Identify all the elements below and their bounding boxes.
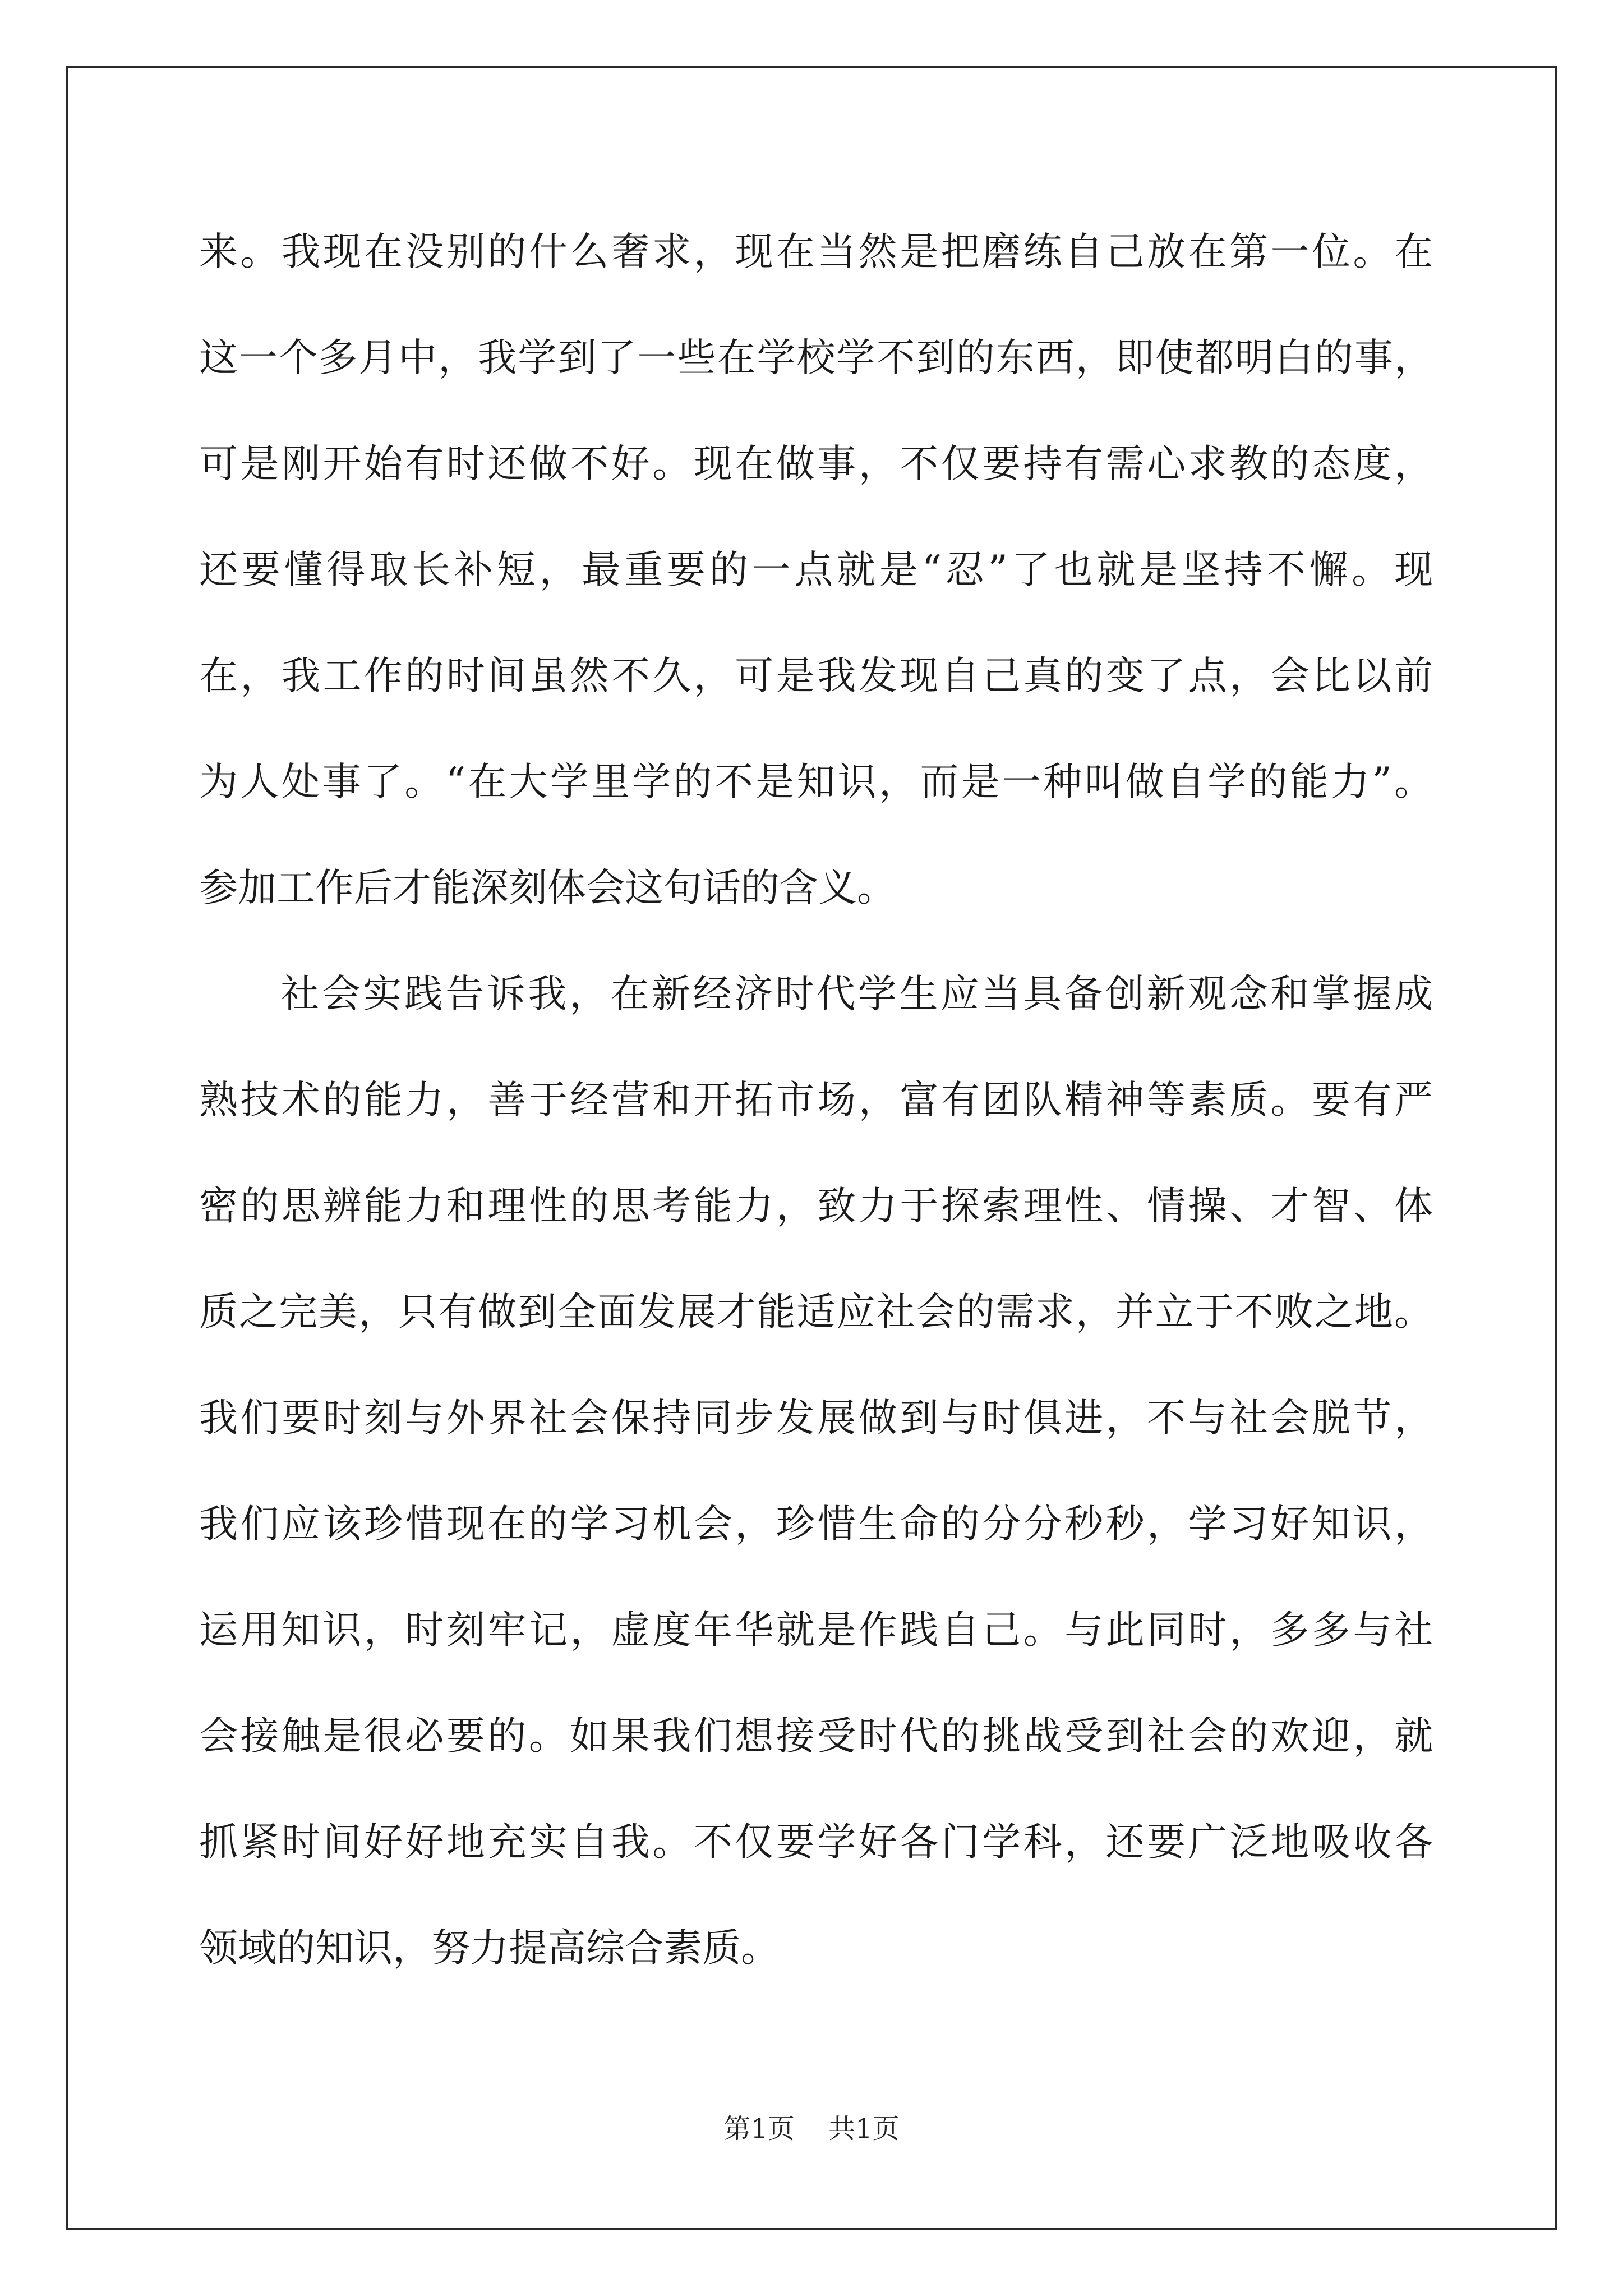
paragraph-2-line-10: 领域的知识，努力提高综合素质。 <box>199 1926 780 1971</box>
paragraph-2-line-2: 熟技术的能力，善于经营和开拓市场，富有团队精神等素质。要有严 <box>199 1078 1433 1122</box>
page-footer <box>0 2112 1623 2146</box>
paragraph-1-line-6: 为人处事了。“在大学里学的不是知识，而是一种叫做自学的能力”。 <box>199 760 1433 804</box>
page-total: 共1页 <box>828 2113 900 2145</box>
paragraph-1-line-1: 来。我现在没别的什么奢求，现在当然是把磨练自己放在第一位。在 <box>199 229 1433 274</box>
paragraph-2-line-4: 质之完美，只有做到全面发展才能适应社会的需求，并立于不败之地。 <box>199 1290 1433 1335</box>
paragraph-2-line-1: 社会实践告诉我，在新经济时代学生应当具备创新观念和掌握成 <box>280 972 1433 1016</box>
paragraph-1-line-5: 在，我工作的时间虽然不久，可是我发现自己真的变了点，会比以前 <box>199 654 1433 698</box>
paragraph-2-line-9: 抓紧时间好好地充实自我。不仅要学好各门学科，还要广泛地吸收各 <box>199 1820 1433 1865</box>
paragraph-1-line-7: 参加工作后才能深刻体会这句话的含义。 <box>199 866 896 910</box>
paragraph-2-line-6: 我们应该珍惜现在的学习机会，珍惜生命的分分秒秒，学习好知识， <box>199 1502 1433 1547</box>
paragraph-2-line-8: 会接触是很必要的。如果我们想接受时代的挑战受到社会的欢迎，就 <box>199 1714 1433 1759</box>
paragraph-2-line-3: 密的思辨能力和理性的思考能力，致力于探索理性、情操、才智、体 <box>199 1184 1433 1228</box>
paragraph-1-line-3: 可是刚开始有时还做不好。现在做事，不仅要持有需心求教的态度， <box>199 441 1433 486</box>
page-number: 第1页 <box>723 2113 795 2145</box>
paragraph-2-line-5: 我们要时刻与外界社会保持同步发展做到与时俱进，不与社会脱节， <box>199 1396 1433 1441</box>
paragraph-2-line-7: 运用知识，时刻牢记，虚度年华就是作践自己。与此同时，多多与社 <box>199 1608 1433 1653</box>
paragraph-1-line-2: 这一个多月中，我学到了一些在学校学不到的东西，即使都明白的事， <box>199 335 1433 380</box>
paragraph-1-line-4: 还要懂得取长补短，最重要的一点就是“忍”了也就是坚持不懈。现 <box>199 547 1433 592</box>
